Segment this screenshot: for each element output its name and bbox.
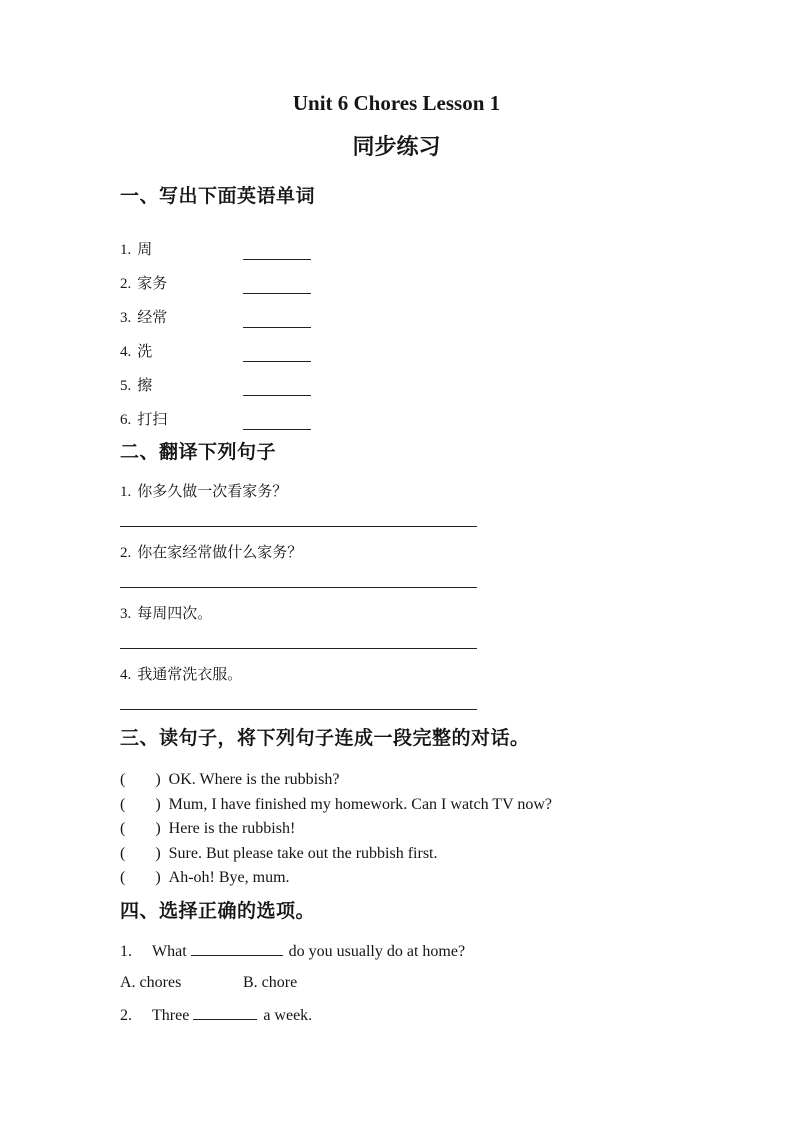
choice-number: 1. [120,942,132,960]
paren-close: ) [155,844,161,862]
dialogue-line [120,768,673,793]
dialogue-text: Here is the rubbish! [168,820,296,837]
choice-text-before: Three [152,1006,190,1024]
dialogue-text: Sure. But please take out the rubbish first. [168,844,438,862]
word-answer-blank [243,345,311,362]
option-b: B. chore [243,973,298,991]
translation-item [120,482,673,527]
translation-item [120,604,673,649]
page-title: Unit 6 Chores Lesson 1 [292,91,501,115]
answer-line [120,648,477,649]
word-list [120,226,673,430]
section-2-heading: 二、翻译下列句子 [120,441,277,463]
dialogue-line [120,817,673,842]
page-subtitle: 同步练习 [352,135,441,160]
dialogue-line [120,866,673,891]
choice-number: 2. [120,1006,132,1024]
choice-blank [191,941,283,956]
word-answer-blank [243,277,311,294]
translation-number: 2. [120,545,132,561]
choice-blank [193,1005,257,1020]
paren-close: ) [155,771,161,788]
word-item-row [120,226,673,260]
word-item-text: 打扫 [137,412,168,428]
word-item-number: 3. [120,310,132,326]
word-item-number: 6. [120,412,132,428]
word-answer-blank [243,379,311,396]
word-item-row [120,260,673,294]
translation-text: 我通常洗衣服。 [137,667,243,683]
translation-list [120,482,673,710]
word-item-label [120,308,243,328]
dialogue-line [120,842,673,867]
word-item-text: 家务 [137,276,168,292]
dialogue-text: Ah-oh! Bye, mum. [168,869,290,886]
paren-open: ( [120,844,126,862]
section-4-heading: 四、选择正确的选项。 [120,899,316,922]
dialogue-list [120,768,673,891]
word-item-text: 经常 [137,310,168,326]
choice-text-after: a week. [263,1006,313,1024]
paren-close: ) [155,795,161,813]
word-answer-blank [243,311,311,328]
word-item-label [120,410,243,430]
answer-line [120,709,477,710]
translation-item [120,543,673,588]
answer-line [120,587,477,588]
word-answer-blank [243,243,311,260]
section-1-heading: 一、写出下面英语单词 [120,185,316,207]
word-item-text: 擦 [137,378,153,394]
paren-close: ) [155,820,161,837]
translation-question [120,665,673,685]
choice-text-before: What [152,942,187,960]
translation-item [120,665,673,710]
choice-text-after: do you usually do at home? [288,942,466,960]
section-3-heading: 三、读句子，将下列句子连成一段完整的对话。 [120,727,530,749]
word-item-text: 周 [137,242,153,258]
word-item-row [120,362,673,396]
word-answer-blank [243,413,311,430]
answer-line [120,526,477,527]
dialogue-text: Mum, I have finished my homework. Can I watch TV now? [168,795,552,813]
translation-question [120,543,673,563]
translation-number: 1. [120,484,132,500]
word-item-number: 5. [120,378,132,394]
word-item-label [120,274,243,294]
translation-text: 每周四次。 [137,606,213,622]
choice-list [120,941,673,1024]
translation-number: 4. [120,667,132,683]
word-item-number: 4. [120,344,132,360]
word-item-row [120,396,673,430]
translation-text: 你多久做一次看家务？ [137,484,288,500]
paren-open: ( [120,795,126,813]
word-item-label [120,376,243,396]
choice-question-1 [120,941,673,960]
choice-question-2 [120,1005,673,1024]
paren-open: ( [120,820,126,837]
word-item-label [120,342,243,362]
translation-text: 你在家经常做什么家务？ [137,545,303,561]
dialogue-line [120,793,673,818]
translation-question [120,482,673,502]
paren-close: ) [155,869,161,886]
word-item-label [120,240,243,260]
translation-number: 3. [120,606,132,622]
word-item-row [120,328,673,362]
paren-open: ( [120,771,126,788]
word-item-row [120,294,673,328]
word-item-text: 洗 [137,344,153,360]
word-item-number: 1. [120,242,132,258]
paren-open: ( [120,869,126,886]
choice-options-1 [120,973,673,992]
translation-question [120,604,673,624]
word-item-number: 2. [120,276,132,292]
dialogue-text: OK. Where is the rubbish? [168,771,340,788]
option-a: A. chores [120,973,182,991]
